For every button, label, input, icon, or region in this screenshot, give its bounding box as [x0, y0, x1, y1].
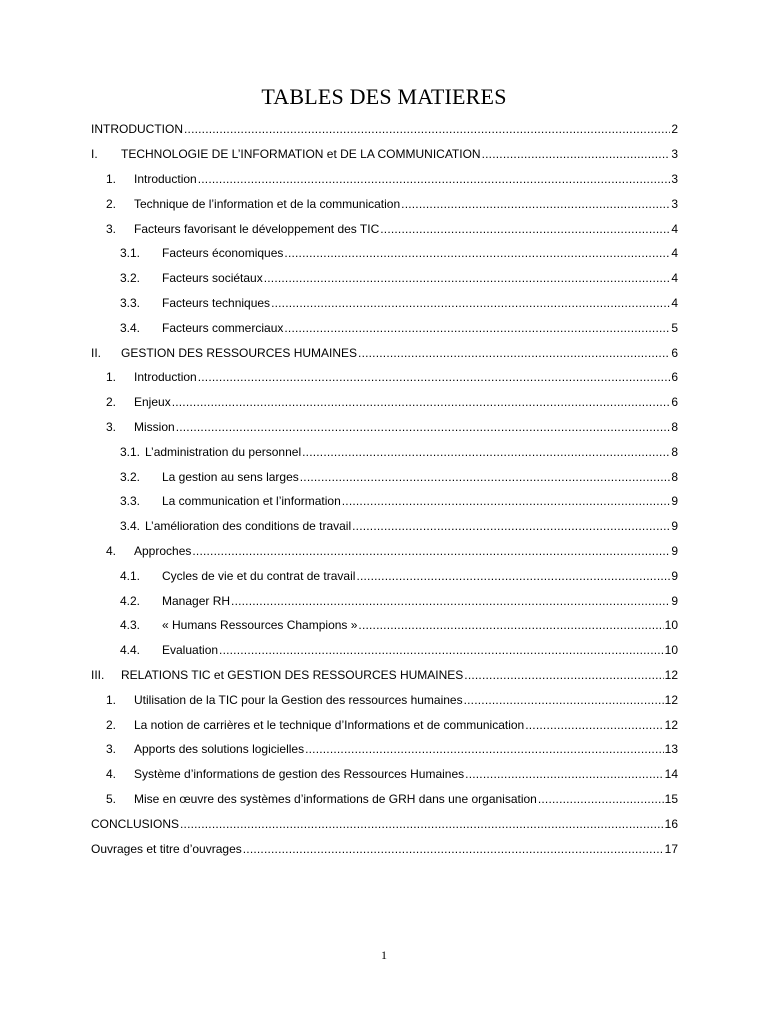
toc-entry-number: 4.4.	[120, 643, 141, 658]
toc-entry-title: Technique de l’information et de la communication	[134, 196, 401, 211]
toc-entry-page: 3	[671, 196, 678, 211]
toc-entry[interactable]	[91, 514, 678, 539]
toc-entry-title: Ouvrages et titre d’ouvrages	[91, 841, 242, 856]
page-title: TABLES DES MATIERES	[261, 84, 507, 109]
dot-leader	[464, 668, 663, 682]
dot-leader	[380, 222, 670, 236]
toc-entry-title: Mise en œuvre des systèmes d’informations de GRH dans une organisation	[134, 791, 537, 806]
toc-entry-page: 3	[671, 171, 678, 186]
toc-entry-title: Facteurs commerciaux	[162, 320, 284, 335]
dot-leader	[180, 817, 664, 831]
toc-entry-title: Facteurs sociétaux	[162, 271, 263, 286]
toc-entry-number: 3.1.	[120, 444, 141, 459]
toc-entry-number: 3.3.	[120, 494, 141, 509]
toc-entry-title: TECHNOLOGIE DE L’INFORMATION et DE LA COMMUNICATION	[121, 147, 481, 162]
toc-entry[interactable]	[91, 142, 678, 167]
toc-entry[interactable]	[91, 365, 678, 390]
toc-entry-title: Facteurs techniques	[162, 295, 271, 310]
toc-entry[interactable]	[91, 117, 678, 142]
toc-entry-page: 6	[671, 395, 678, 410]
toc-entry-number: 5.	[106, 791, 117, 806]
toc-entry-title: Evaluation	[162, 643, 219, 658]
dot-leader	[401, 197, 670, 211]
toc-entry-number: 3.4.	[120, 519, 141, 534]
toc-entry-title: Introduction	[134, 370, 197, 385]
toc-entry-number: 3.2.	[120, 469, 141, 484]
toc-entry[interactable]	[91, 737, 678, 762]
toc-entry-number: 4.	[106, 543, 117, 558]
dot-leader	[284, 321, 670, 335]
toc-entry-page: 2	[671, 122, 678, 137]
toc-entry-number: 3.4.	[120, 320, 141, 335]
toc-entry-number: 4.	[106, 767, 117, 782]
toc-entry[interactable]	[91, 613, 678, 638]
toc-entry[interactable]	[91, 167, 678, 192]
toc-entry-number: 4.1.	[120, 568, 141, 583]
toc-entry[interactable]	[91, 291, 678, 316]
toc-entry-title: INTRODUCTION	[91, 122, 183, 137]
toc-entry-title: CONCLUSIONS	[91, 816, 180, 831]
dot-leader	[172, 395, 671, 409]
table-of-contents	[91, 117, 678, 861]
dot-leader	[271, 296, 670, 310]
toc-entry[interactable]	[91, 415, 678, 440]
toc-entry-title: Utilisation de la TIC pour la Gestion des ressources humaines	[134, 692, 463, 707]
toc-entry[interactable]	[91, 315, 678, 340]
toc-entry-number: 3.	[106, 221, 117, 236]
toc-entry-title: Mission	[134, 419, 175, 434]
toc-entry-title: GESTION DES RESSOURCES HUMAINES	[121, 345, 358, 360]
dot-leader	[465, 767, 663, 781]
toc-entry[interactable]	[91, 216, 678, 241]
toc-entry-number: 3.	[106, 419, 117, 434]
toc-entry-number: 1.	[106, 370, 117, 385]
toc-entry-number: 1.	[106, 171, 117, 186]
toc-entry[interactable]	[91, 836, 678, 861]
dot-leader	[356, 569, 670, 583]
toc-entry-title: La communication et l’information	[162, 494, 341, 509]
toc-entry-page: 4	[671, 295, 678, 310]
toc-entry-page: 15	[664, 791, 678, 806]
toc-entry-title: Cycles de vie et du contrat de travail	[162, 568, 356, 583]
toc-entry-number: 2.	[106, 717, 117, 732]
toc-entry[interactable]	[91, 241, 678, 266]
toc-entry-number: 1.	[106, 692, 117, 707]
toc-entry-number: 3.2.	[120, 271, 141, 286]
toc-entry-page: 9	[671, 593, 678, 608]
toc-entry[interactable]	[91, 340, 678, 365]
toc-entry-page: 6	[671, 370, 678, 385]
toc-entry[interactable]	[91, 712, 678, 737]
toc-entry-title: La notion de carrières et le technique d’Informations et de communication	[134, 717, 525, 732]
toc-entry-title: Enjeux	[134, 395, 171, 410]
toc-entry-number: III.	[91, 667, 105, 682]
toc-entry[interactable]	[91, 811, 678, 836]
toc-entry-page: 4	[671, 221, 678, 236]
toc-entry-title: La gestion au sens larges	[162, 469, 299, 484]
toc-entry-page: 14	[664, 767, 678, 782]
toc-entry-page: 8	[671, 419, 678, 434]
dot-leader	[184, 122, 670, 136]
toc-entry-page: 4	[671, 271, 678, 286]
dot-leader	[192, 544, 670, 558]
toc-entry-title: Approches	[134, 543, 192, 558]
dot-leader	[264, 271, 671, 285]
toc-entry-title: Apports des solutions logicielles	[134, 742, 305, 757]
dot-leader	[198, 370, 671, 384]
toc-entry[interactable]	[91, 588, 678, 613]
toc-entry-page: 17	[664, 841, 678, 856]
toc-entry-page: 5	[671, 320, 678, 335]
toc-entry[interactable]	[91, 390, 678, 415]
dot-leader	[284, 246, 670, 260]
toc-entry-number: 4.3.	[120, 618, 141, 633]
toc-entry-title: Facteurs favorisant le développement des TIC	[134, 221, 380, 236]
toc-entry-number: II.	[91, 345, 102, 360]
dot-leader	[243, 842, 664, 856]
toc-entry-title: Système d’informations de gestion des Ressources Humaines	[134, 767, 465, 782]
dot-leader	[300, 470, 671, 484]
toc-entry-page: 9	[671, 543, 678, 558]
toc-entry-title: Introduction	[134, 171, 197, 186]
toc-entry-number: I.	[91, 147, 98, 162]
toc-entry-title: « Humans Ressources Champions »	[162, 618, 358, 633]
toc-entry-page: 12	[664, 692, 678, 707]
toc-entry-page: 8	[671, 469, 678, 484]
toc-entry-page: 9	[671, 519, 678, 534]
dot-leader	[198, 172, 671, 186]
toc-entry-title: Facteurs économiques	[162, 246, 284, 261]
dot-leader	[352, 519, 670, 533]
toc-entry-title: L’amélioration des conditions de travail	[145, 519, 352, 534]
dot-leader	[482, 147, 671, 161]
toc-entry-number: 3.	[106, 742, 117, 757]
toc-entry[interactable]	[91, 439, 678, 464]
dot-leader	[358, 346, 670, 360]
dot-leader	[342, 494, 671, 508]
toc-entry-number: 2.	[106, 395, 117, 410]
dot-leader	[219, 643, 664, 657]
dot-leader	[358, 618, 663, 632]
toc-entry[interactable]	[91, 687, 678, 712]
toc-entry-number: 2.	[106, 196, 117, 211]
toc-entry-page: 6	[671, 345, 678, 360]
dot-leader	[231, 594, 670, 608]
page-number: 1	[381, 948, 387, 962]
toc-entry-title: Manager RH	[162, 593, 231, 608]
toc-entry[interactable]	[91, 191, 678, 216]
toc-entry-page: 4	[671, 246, 678, 261]
toc-entry-page: 9	[671, 568, 678, 583]
dot-leader	[525, 718, 663, 732]
toc-entry[interactable]	[91, 489, 678, 514]
toc-entry[interactable]	[91, 638, 678, 663]
toc-entry-page: 3	[671, 147, 678, 162]
toc-entry[interactable]	[91, 663, 678, 688]
toc-entry-title: RELATIONS TIC et GESTION DES RESSOURCES HUMAINES	[121, 667, 464, 682]
dot-leader	[538, 792, 664, 806]
toc-entry-page: 12	[664, 667, 678, 682]
dot-leader	[176, 420, 671, 434]
dot-leader	[302, 445, 670, 459]
toc-entry[interactable]	[91, 787, 678, 812]
toc-entry-page: 10	[664, 618, 678, 633]
toc-entry-page: 12	[664, 717, 678, 732]
dot-leader	[464, 693, 664, 707]
toc-entry-page: 16	[664, 816, 678, 831]
toc-entry[interactable]	[91, 464, 678, 489]
toc-entry[interactable]	[91, 266, 678, 291]
toc-entry-title: L’administration du personnel	[145, 444, 302, 459]
toc-entry-number: 4.2.	[120, 593, 141, 608]
toc-entry[interactable]	[91, 563, 678, 588]
toc-entry[interactable]	[91, 539, 678, 564]
toc-entry-page: 13	[664, 742, 678, 757]
toc-entry-page: 9	[671, 494, 678, 509]
toc-entry[interactable]	[91, 762, 678, 787]
toc-entry-number: 3.1.	[120, 246, 141, 261]
toc-entry-page: 10	[664, 643, 678, 658]
dot-leader	[305, 742, 664, 756]
toc-entry-number: 3.3.	[120, 295, 141, 310]
toc-entry-page: 8	[671, 444, 678, 459]
